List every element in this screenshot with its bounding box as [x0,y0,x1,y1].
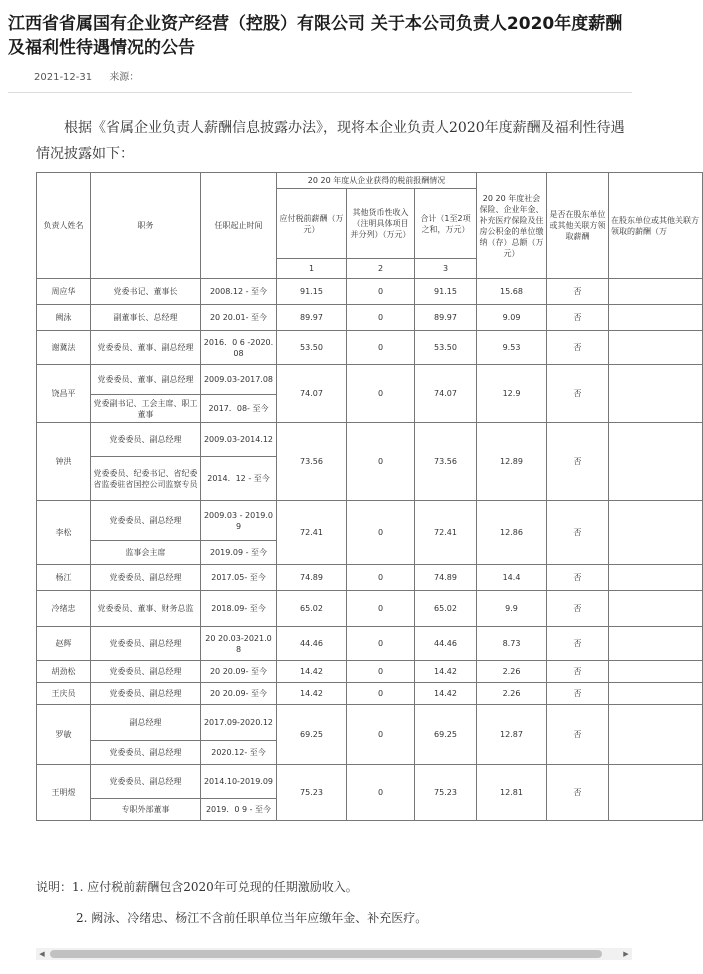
header-total: 合计（1至2项之和，万元） [415,189,477,259]
cell-other: 0 [347,365,415,423]
cell-extra [609,423,703,501]
cell-term: 20 20.03-2021.08 [201,627,277,661]
header-shareholder: 是否在股东单位或其他关联方领取薪酬 [547,173,609,279]
table-row [37,501,703,541]
header-name: 负责人姓名 [37,173,91,279]
cell-shareholder: 否 [547,331,609,365]
cell-term: 2017.09-2020.12 [201,705,277,741]
cell-other: 0 [347,423,415,501]
header-pay-group: 20 20 年度从企业获得的税前报酬情况 [277,173,477,189]
cell-pay: 89.97 [277,305,347,331]
salary-table-container[interactable] [36,172,699,848]
header-social: 20 20 年度社会保险、企业年金、补充医疗保险及住房公积金的单位缴纳（存）总额（万元） [477,173,547,279]
cell-social: 9.09 [477,305,547,331]
cell-pay: 74.89 [277,565,347,591]
cell-term: 20 20.01- 至今 [201,305,277,331]
cell-social: 12.89 [477,423,547,501]
cell-name: 谢冀法 [37,331,91,365]
cell-pay: 53.50 [277,331,347,365]
table-row [37,565,703,591]
cell-position: 党委委员、副总经理 [91,501,201,541]
table-row [37,765,703,799]
cell-total: 72.41 [415,501,477,565]
cell-social: 9.9 [477,591,547,627]
cell-social: 12.87 [477,705,547,765]
scrollbar-thumb[interactable] [50,950,602,958]
cell-total: 44.46 [415,627,477,661]
cell-position: 党委委员、副总经理 [91,627,201,661]
cell-position: 党委委员、董事、副总经理 [91,331,201,365]
cell-shareholder: 否 [547,365,609,423]
cell-position: 党委委员、副总经理 [91,565,201,591]
cell-term: 20 20.09- 至今 [201,683,277,705]
cell-term: 2017．08- 至今 [201,395,277,423]
cell-social: 9.53 [477,331,547,365]
cell-name: 饶昌平 [37,365,91,423]
cell-name: 李松 [37,501,91,565]
cell-total: 74.07 [415,365,477,423]
table-row [37,683,703,705]
cell-shareholder: 否 [547,305,609,331]
cell-position: 党委委员、副总经理 [91,683,201,705]
cell-other: 0 [347,661,415,683]
cell-total: 53.50 [415,331,477,365]
cell-pay: 14.42 [277,683,347,705]
horizontal-scrollbar[interactable] [36,948,632,960]
cell-extra [609,331,703,365]
cell-social: 12.86 [477,501,547,565]
cell-total: 73.56 [415,423,477,501]
cell-pay: 73.56 [277,423,347,501]
cell-extra [609,565,703,591]
cell-name: 胡劲松 [37,661,91,683]
table-row [37,591,703,627]
cell-total: 14.42 [415,661,477,683]
cell-total: 69.25 [415,705,477,765]
cell-position: 党委委员、副总经理 [91,423,201,457]
cell-term: 2009.03-2014.12 [201,423,277,457]
notes [36,878,632,940]
cell-extra [609,661,703,683]
col-index-1: 1 [277,259,347,279]
cell-name: 钟洪 [37,423,91,501]
cell-term: 2017.05- 至今 [201,565,277,591]
cell-pay: 44.46 [277,627,347,661]
cell-social: 8.73 [477,627,547,661]
table-row [37,423,703,457]
cell-position: 党委委员、董事、副总经理 [91,365,201,395]
cell-term: 2014．12 - 至今 [201,457,277,501]
cell-other: 0 [347,331,415,365]
cell-term: 2014.10-2019.09 [201,765,277,799]
cell-shareholder: 否 [547,705,609,765]
cell-name: 王庆员 [37,683,91,705]
cell-other: 0 [347,627,415,661]
cell-position: 副董事长、总经理 [91,305,201,331]
cell-name: 赵辉 [37,627,91,661]
cell-name: 杨江 [37,565,91,591]
cell-term: 2016．0 6 -2020.08 [201,331,277,365]
scroll-right-icon[interactable]: ▶ [623,950,629,958]
cell-pay: 69.25 [277,705,347,765]
cell-other: 0 [347,279,415,305]
source-label: 来源： [109,72,140,83]
cell-social: 12.9 [477,365,547,423]
cell-position: 党委委员、董事、财务总监 [91,591,201,627]
cell-term: 2019．0 9 - 至今 [201,799,277,821]
cell-social: 2.26 [477,661,547,683]
cell-position: 副总经理 [91,705,201,741]
col-index-2: 2 [347,259,415,279]
divider [8,92,632,93]
cell-social: 15.68 [477,279,547,305]
cell-term: 2019.09 - 至今 [201,541,277,565]
header-pay: 应付税前薪酬（万元） [277,189,347,259]
cell-shareholder: 否 [547,683,609,705]
cell-extra [609,591,703,627]
cell-extra [609,705,703,765]
cell-pay: 65.02 [277,591,347,627]
cell-name: 王明煜 [37,765,91,821]
cell-pay: 14.42 [277,661,347,683]
cell-total: 65.02 [415,591,477,627]
cell-name: 阙泳 [37,305,91,331]
cell-name: 罗敏 [37,705,91,765]
cell-position: 专职外部董事 [91,799,201,821]
header-extra: 在股东单位或其他关联方领取的薪酬（万 [609,173,703,279]
cell-extra [609,365,703,423]
cell-shareholder: 否 [547,765,609,821]
cell-extra [609,627,703,661]
cell-other: 0 [347,501,415,565]
salary-table [36,172,703,821]
cell-pay: 91.15 [277,279,347,305]
table-row [37,627,703,661]
note-2: 2. 阙泳、冷绪忠、杨江不含前任职单位当年应缴年金、补充医疗。 [76,911,428,925]
cell-total: 91.15 [415,279,477,305]
cell-pay: 74.07 [277,365,347,423]
cell-position: 党委副书记、工会主席、职工董事 [91,395,201,423]
cell-other: 0 [347,565,415,591]
table-row [37,305,703,331]
cell-shareholder: 否 [547,279,609,305]
scroll-left-icon[interactable]: ◀ [39,950,45,958]
table-row [37,279,703,305]
cell-other: 0 [347,305,415,331]
cell-social: 12.81 [477,765,547,821]
cell-position: 党委委员、副总经理 [91,765,201,799]
table-row [37,705,703,741]
cell-position: 党委书记、董事长 [91,279,201,305]
cell-other: 0 [347,683,415,705]
cell-pay: 75.23 [277,765,347,821]
cell-term: 2009.03 - 2019.09 [201,501,277,541]
cell-term: 20 20.09- 至今 [201,661,277,683]
cell-extra [609,279,703,305]
header-term: 任职起止时间 [201,173,277,279]
article-title: 江西省省属国有企业资产经营（控股）有限公司 关于本公司负责人2020年度薪酬及福利性待遇情况的公告 [8,14,623,58]
cell-shareholder: 否 [547,423,609,501]
cell-extra [609,501,703,565]
col-index-3: 3 [415,259,477,279]
cell-term: 2008.12 - 至今 [201,279,277,305]
cell-other: 0 [347,591,415,627]
cell-term: 2018.09- 至今 [201,591,277,627]
cell-shareholder: 否 [547,627,609,661]
cell-position: 党委委员、副总经理 [91,741,201,765]
cell-other: 0 [347,765,415,821]
cell-name: 周应华 [37,279,91,305]
cell-shareholder: 否 [547,501,609,565]
cell-term: 2009.03-2017.08 [201,365,277,395]
cell-social: 2.26 [477,683,547,705]
cell-position: 党委委员、纪委书记、省纪委 省监委驻省国控公司监察专员 [91,457,201,501]
cell-shareholder: 否 [547,661,609,683]
cell-other: 0 [347,705,415,765]
cell-extra [609,305,703,331]
cell-total: 75.23 [415,765,477,821]
cell-total: 74.89 [415,565,477,591]
header-other: 其他货币性收入（注明具体项目并分列）（万元） [347,189,415,259]
table-row [37,331,703,365]
table-row [37,365,703,395]
cell-term: 2020.12- 至今 [201,741,277,765]
cell-position: 监事会主席 [91,541,201,565]
cell-pay: 72.41 [277,501,347,565]
salary-table-body [37,173,703,821]
cell-name: 冷绪忠 [37,591,91,627]
article-meta [34,68,153,83]
note-1: 说明：1. 应付税前薪酬包含2020年可兑现的任期激励收入。 [36,880,358,894]
table-row [37,661,703,683]
cell-extra [609,765,703,821]
cell-shareholder: 否 [547,565,609,591]
publish-date: 2021-12-31 [34,72,93,83]
cell-total: 89.97 [415,305,477,331]
cell-extra [609,683,703,705]
cell-position: 党委委员、副总经理 [91,661,201,683]
header-position: 职务 [91,173,201,279]
cell-total: 14.42 [415,683,477,705]
cell-shareholder: 否 [547,591,609,627]
cell-social: 14.4 [477,565,547,591]
intro-paragraph: 根据《省属企业负责人薪酬信息披露办法》，现将本企业负责人2020年度薪酬及福利性待遇情况披露如下： [36,120,625,162]
